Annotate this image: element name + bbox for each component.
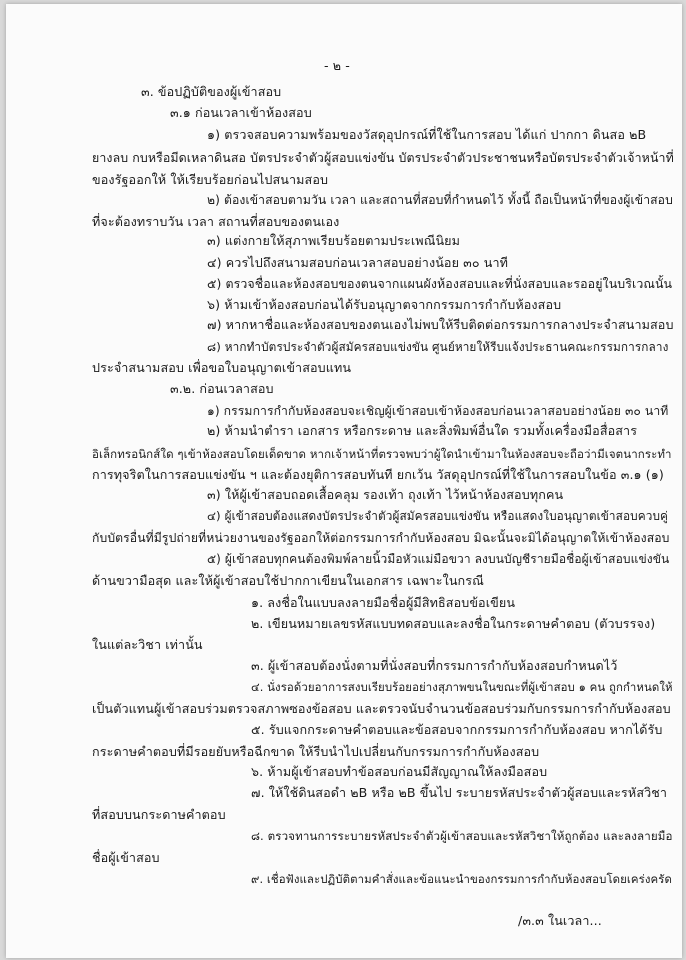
text-line: ๔. นั่งรอด้วยอาการสงบเรียบร้อยอย่างสุภาพขนในขณะที่ผู้เข้าสอบ ๑ คน ถูกกำหนดให้	[251, 680, 673, 694]
subsection-heading: ๓.๒. ก่อนเวลาสอบ	[170, 381, 274, 396]
text-line: ๑. ลงชื่อในแบบลงลายมือชื่อผู้มีสิทธิสอบข้อเขียน	[251, 595, 516, 610]
text-line: ๙. เชื่อฟังและปฏิบัติตามคำสั่งและข้อแนะนำของกรรมการกำกับห้องสอบโดยเคร่งครัด	[251, 872, 672, 886]
text-line: ของรัฐออกให้ ให้เรียบร้อยก่อนไปสนามสอบ	[92, 172, 329, 187]
text-line: ๒. เขียนหมายเลขรหัสแบบทดสอบและลงชื่อในกระดาษคำตอบ (ตัวบรรจง)	[251, 616, 656, 631]
text-line: ๔) ผู้เข้าสอบต้องแสดงบัตรประจำตัวผู้สมัครสอบแข่งขัน หรือแสดงใบอนุญาตเข้าสอบควบคู่	[207, 509, 669, 523]
subsection-heading: ๓.๑ ก่อนเวลาเข้าห้องสอบ	[170, 105, 312, 120]
page-number: - ๒ -	[324, 58, 350, 73]
text-line: ๓. ผู้เข้าสอบต้องนั่งตามที่นั่งสอบที่กรรมการกำกับห้องสอบกำหนดไว้	[251, 658, 618, 673]
text-line: ๑) กรรมการกำกับห้องสอบจะเชิญผู้เข้าสอบเข้าห้องสอบก่อนเวลาสอบอย่างน้อย ๓๐ นาที	[207, 404, 669, 418]
text-line: ที่จะต้องทราบวัน เวลา สถานที่สอบของตนเอง	[92, 214, 340, 229]
text-line: การทุจริตในการสอบแข่งขัน ฯ และต้องยุติการสอบทันที ยกเว้น วัสดุอุปกรณ์ที่ใช้ในการสอบในข้อ ๓.๑ (๑)	[92, 467, 664, 482]
text-line: ๓) แต่งกายให้สุภาพเรียบร้อยตามประเพณีนิยม	[207, 233, 461, 248]
section-heading: ๓. ข้อปฏิบัติของผู้เข้าสอบ	[141, 84, 282, 99]
text-line: ๖) ห้ามเข้าห้องสอบก่อนได้รับอนุญาตจากกรรมการกำกับห้องสอบ	[207, 297, 562, 312]
text-line: ๔) ควรไปถึงสนามสอบก่อนเวลาสอบอย่างน้อย ๓๐ นาที	[207, 255, 509, 270]
text-line: ชื่อผู้เข้าสอบ	[92, 850, 160, 865]
text-line: ๒) ต้องเข้าสอบตามวัน เวลา และสถานที่สอบที่กำหนดไว้ ทั้งนี้ ถือเป็นหน้าที่ของผู้เข้าสอบ	[207, 193, 673, 207]
text-line: ในแต่ละวิชา เท่านั้น	[92, 637, 203, 652]
text-line: ยางลบ กบหรือมีดเหลาดินสอ บัตรประจำตัวผู้สอบแข่งขัน บัตรประจำตัวประชาชนหรือบัตรประจำตัวเจ้าหน้าที่	[92, 150, 674, 165]
text-line: ๓) ให้ผู้เข้าสอบถอดเสื้อคลุม รองเท้า ถุงเท้า ไว้หน้าห้องสอบทุกคน	[207, 487, 564, 502]
text-line: ๑) ตรวจสอบความพร้อมของวัสดุอุปกรณ์ที่ใช้ในการสอบ ได้แก่ ปากกา ดินสอ ๒B	[207, 127, 647, 142]
text-line: ที่สอบบนกระดาษคำตอบ	[92, 807, 226, 822]
text-line: ๕. รับแจกกระดาษคำตอบและข้อสอบจากกรรมการกำกับห้องสอบ หากได้รับ	[251, 722, 663, 737]
continuation-note: /๓.๓ ในเวลา...	[518, 913, 602, 928]
text-line: ๗) หากหาชื่อและห้องสอบของตนเองไม่พบให้รีบติดต่อกรรมการกลางประจำสนามสอบ	[207, 317, 674, 332]
document-page	[6, 4, 682, 958]
text-line: ๕) ผู้เข้าสอบทุกคนต้องพิมพ์ลายนิ้วมือหัวแม่มือขวา ลงบนบัญชีรายมือชื่อผู้เข้าสอบแข่งขัน	[207, 552, 670, 566]
text-line: ๕) ตรวจชื่อและห้องสอบของตนจากแผนผังห้องสอบและที่นั่งสอบและรออยู่ในบริเวณนั้น	[207, 276, 673, 291]
text-line: ๖. ห้ามผู้เข้าสอบทำข้อสอบก่อนมีสัญญาณให้ลงมือสอบ	[251, 764, 548, 779]
text-line: อิเล็กทรอนิกส์ใด ๆเข้าห้องสอบโดยเด็ดขาด หากเจ้าหน้าที่ตรวจพบว่าผู้ใดนำเข้ามาในห้องสอบจะถือว่ามีเจตนากระทำ	[92, 447, 672, 461]
text-line: ประจำสนามสอบ เพื่อขอใบอนุญาตเข้าสอบแทน	[92, 360, 352, 375]
text-line: กับบัตรอื่นที่มีรูปถ่ายที่หน่วยงานของรัฐออกให้ต่อกรรมการกำกับห้องสอบ มิฉะนั้นจะมิได้อนุญาตให้เข้าห้องสอบ	[92, 531, 670, 545]
text-line: ๘. ตรวจทานการระบายรหัสประจำตัวผู้เข้าสอบและรหัสวิชาให้ถูกต้อง และลงลายมือ	[251, 829, 673, 843]
text-line: กระดาษคำตอบที่มีรอยยับหรือฉีกขาด ให้รีบนำไปเปลี่ยนกับกรรมการกำกับห้องสอบ	[92, 744, 540, 759]
text-line: เป็นตัวแทนผู้เข้าสอบร่วมตรวจสภาพซองข้อสอบ และตรวจนับจำนวนข้อสอบร่วมกับกรรมการกำกับห้องสอบ	[92, 701, 671, 716]
text-line: ด้านขวามือสุด และให้ผู้เข้าสอบใช้ปากกาเขียนในเอกสาร เฉพาะในกรณี	[92, 573, 484, 588]
text-line: ๒) ห้ามนำตำรา เอกสาร หรือกระดาษ และสิ่งพิมพ์อื่นใด รวมทั้งเครื่องมือสื่อสาร	[207, 423, 638, 438]
text-line: ๘) หากทำบัตรประจำตัวผู้สมัครสอบแข่งขัน ศูนย์หายให้รีบแจ้งประธานคณะกรรมการกลาง	[207, 340, 669, 354]
text-line: ๗. ให้ใช้ดินสอดำ ๒B หรือ ๒B ขึ้นไป ระบายรหัสประจำตัวผู้สอบและรหัสวิชา	[251, 785, 668, 800]
